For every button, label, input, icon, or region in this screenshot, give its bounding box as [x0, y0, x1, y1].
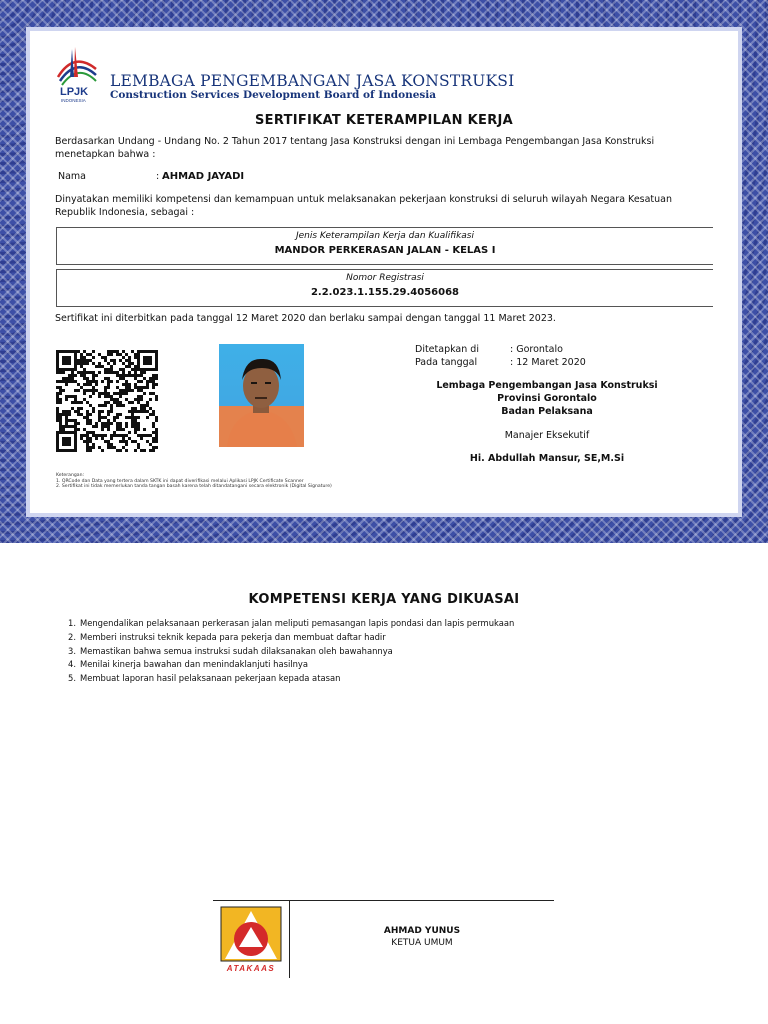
- notes-heading: Keterangan:: [56, 473, 85, 478]
- qualification-box: [56, 227, 713, 265]
- notes-item-2: 2. Sertifikat ini tidak memerlukan tanda tangan basah karena telah ditandatangani secara elektronik (Digital Signature): [56, 484, 332, 490]
- certificate-page: [30, 31, 738, 513]
- list-item: 2. Memberi instruksi teknik kepada para pekerja dan membuat daftar hadir: [68, 631, 386, 642]
- date-label: Pada tanggal: [415, 357, 478, 368]
- chair-name: AHMAD YUNUS: [383, 926, 461, 936]
- name-colon: :: [156, 171, 160, 182]
- registration-value: 2.2.023.1.155.29.4056068: [310, 287, 460, 298]
- statement-text: Dinyatakan memiliki kompetensi dan kemampuan untuk melaksanakan pekerjaan konstruksi di seluruh wilayah Negara Kesatuan Republik Indonesia, sebagai :: [55, 194, 673, 218]
- issuer-line-2: Provinsi Gorontalo: [497, 393, 597, 404]
- issuer-line-1: Lembaga Pengembangan Jasa Konstruksi: [436, 380, 658, 391]
- list-item: 4. Menilai kinerja bawahan dan menindaklanjuti hasilnya: [68, 659, 309, 670]
- org-subtitle: Construction Services Development Board of Indonesia: [110, 89, 437, 101]
- holder-name: AHMAD JAYADI: [162, 171, 245, 182]
- atakaas-logo-icon: [219, 905, 283, 973]
- qualification-value: MANDOR PERKERASAN JALAN - KELAS I: [274, 245, 496, 256]
- issuer-line-3: Badan Pelaksana: [501, 406, 593, 417]
- lpjk-logo-text: LPJK: [60, 86, 89, 98]
- list-item: 5. Membuat laporan hasil pelaksanaan pekerjaan kepada atasan: [68, 673, 341, 684]
- place-value: : Gorontalo: [510, 344, 563, 355]
- lpjk-logo-icon: [52, 41, 102, 105]
- name-label: Nama: [58, 171, 87, 182]
- footer-divider: [213, 900, 554, 901]
- chair-title: KETUA UMUM: [391, 938, 453, 948]
- notes-item-1: 1. QRCode dan Data yang tertera dalam SKTK ini dapat diverifikasi melalui Aplikasi LPJK Certificate Scanner: [56, 478, 304, 484]
- date-value: : 12 Maret 2020: [510, 357, 586, 368]
- signer-role: Manajer Eksekutif: [504, 430, 590, 441]
- org-name: LEMBAGA PENGEMBANGAN JASA KONSTRUKSI: [110, 72, 515, 90]
- intro-text: Berdasarkan Undang - Undang No. 2 Tahun 2017 tentang Jasa Konstruksi dengan ini Lembaga Pengembangan Jasa Konstruksi menetapkan bahwa :: [55, 136, 655, 160]
- list-item: 1. Mengendalikan pelaksanaan perkerasan jalan meliputi pemasangan lapis pondasi dan lapis permukaan: [68, 618, 515, 628]
- list-item: 3. Memastikan bahwa semua instruksi sudah dilaksanakan oleh bawahannya: [68, 645, 393, 656]
- holder-photo: [219, 344, 304, 447]
- registration-label: Nomor Registrasi: [346, 273, 424, 283]
- qr-code-icon: [56, 350, 158, 452]
- place-label: Ditetapkan di: [415, 344, 479, 355]
- certificate-title: SERTIFIKAT KETERAMPILAN KERJA: [255, 113, 513, 128]
- atakaas-logo-text: ATAKAAS: [226, 964, 276, 973]
- lpjk-logo-subtext: INDONESIA: [61, 98, 86, 103]
- validity-text: Sertifikat ini diterbitkan pada tanggal 12 Maret 2020 dan berlaku sampai dengan tanggal 11 Maret 2023.: [55, 313, 556, 324]
- signer-name: Hi. Abdullah Mansur, SE,M.Si: [469, 453, 625, 464]
- competencies-title: KOMPETENSI KERJA YANG DIKUASAI: [248, 592, 520, 607]
- competencies-list: [68, 617, 514, 686]
- notes: [56, 473, 386, 490]
- registration-box: [56, 269, 713, 307]
- qualification-label: Jenis Keterampilan Kerja dan Kualifikasi: [295, 231, 474, 241]
- footer-vertical-divider: [289, 900, 290, 978]
